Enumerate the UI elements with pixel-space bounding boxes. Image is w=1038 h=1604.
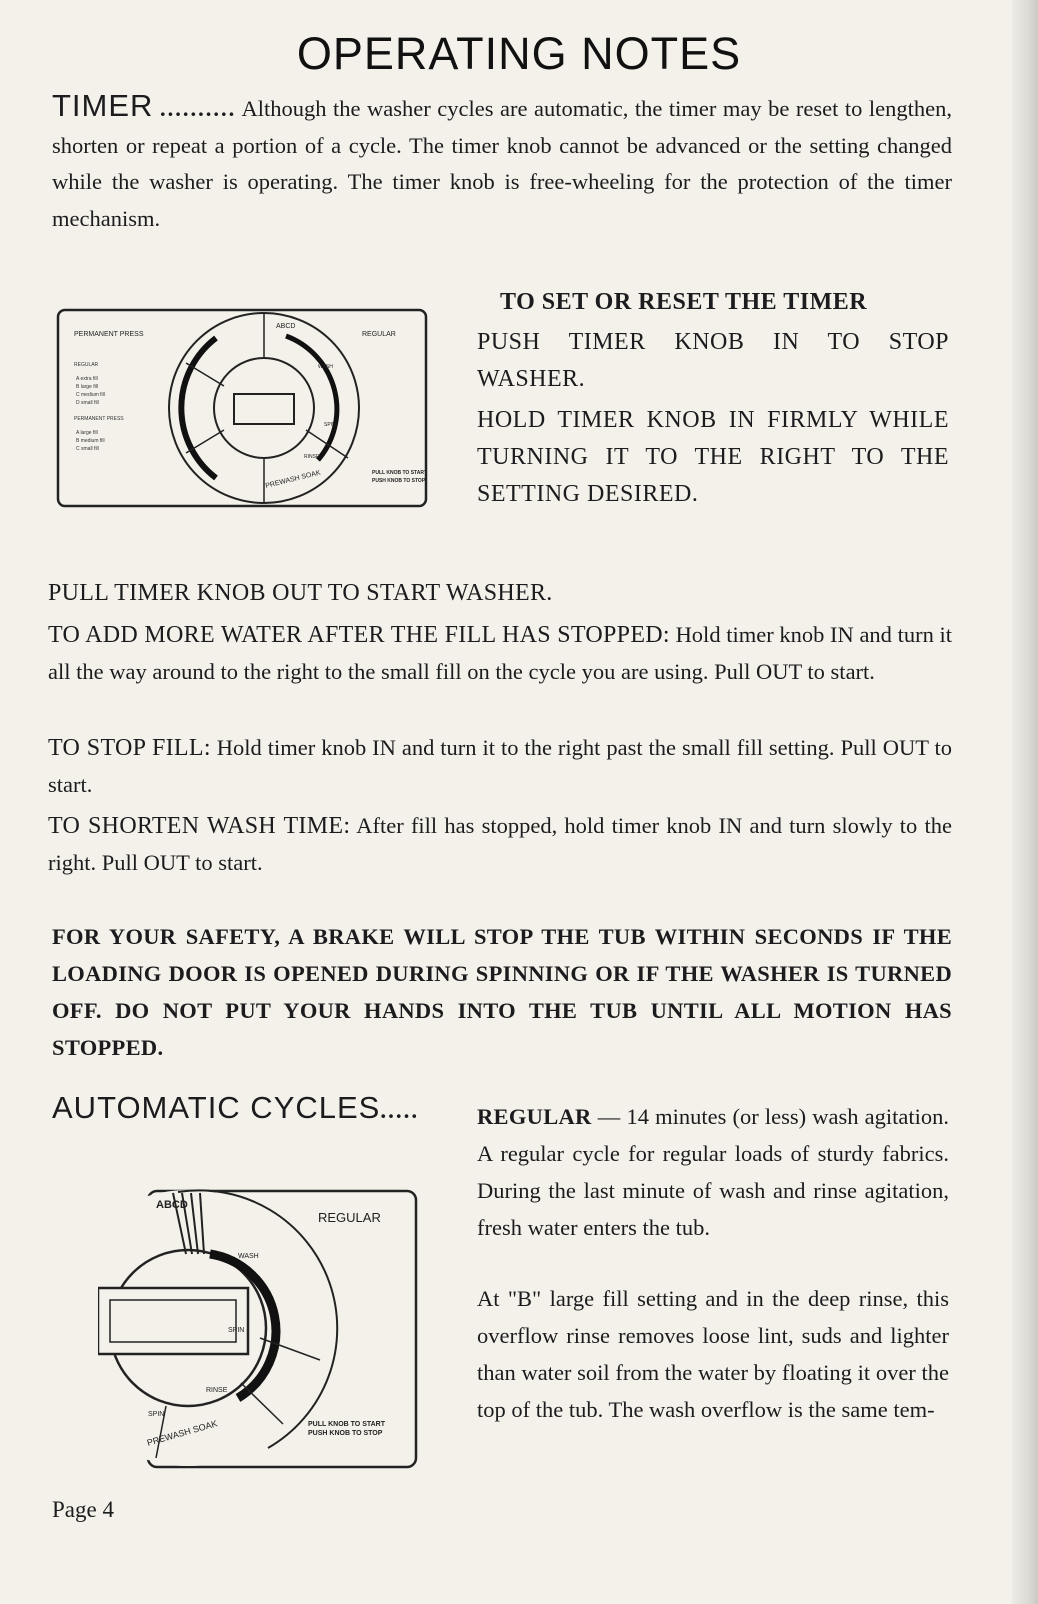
legend-pp-item: C small fill: [76, 446, 99, 452]
stop-fill-paragraph: [48, 730, 952, 803]
page-edge-shadow: [1012, 0, 1038, 1604]
regular-cycle-dash: —: [597, 1104, 621, 1129]
dial-push-knob-label: PUSH KNOB TO STOP: [308, 1430, 383, 1437]
add-water-paragraph: [48, 617, 952, 690]
dial-rinse-label: RINSE: [304, 454, 320, 460]
dial-spin-label: SPIN: [324, 422, 336, 428]
automatic-cycles-heading: [52, 1090, 419, 1126]
timer-dots: ..........: [159, 96, 237, 121]
dial-permanent-press-label: PERMANENT PRESS: [74, 331, 144, 338]
dial-pull-knob-label: PULL KNOB TO START: [308, 1421, 385, 1428]
legend-regular-item: D small fill: [76, 400, 99, 406]
dial-regular-label: REGULAR: [362, 331, 396, 338]
add-water-text: Hold timer knob IN and turn it all the way around to the right to the small fill on the cycle you are using. Pull OUT to start.: [48, 622, 953, 684]
regular-dial-diagram: [98, 1188, 420, 1470]
set-reset-step-1: PUSH TIMER KNOB IN TO STOP WASHER.: [477, 329, 949, 392]
regular-cycle-label: REGULAR: [477, 1104, 592, 1129]
legend-pp-item: B medium fill: [76, 438, 105, 444]
dial-pull-knob-label: PULL KNOB TO START: [372, 470, 427, 476]
regular-cycle-paragraph: [477, 1098, 949, 1246]
shorten-paragraph: [48, 808, 952, 881]
timer-dial-diagram: [56, 308, 428, 508]
safety-warning: FOR YOUR SAFETY, A BRAKE WILL STOP THE TUB WITHIN SECONDS IF THE LOADING DOOR IS OPENED DURING SPINNING OR IF THE WASHER IS TURNED OFF. DO NOT PUT YOUR HANDS INTO THE TUB UNTIL ALL MOTION HAS STOPPED.: [52, 924, 952, 1060]
dial-spin2-label: SPIN: [148, 1411, 165, 1418]
legend-regular-item: A extra fill: [76, 376, 98, 382]
legend-regular-item: B large fill: [76, 384, 98, 390]
legend-regular-heading: REGULAR: [74, 362, 99, 368]
dial-spin-label: SPIN: [228, 1327, 245, 1334]
dial-fill-letters: ABCD: [156, 1199, 188, 1211]
timer-text: Although the washer cycles are automatic, the timer may be reset to lengthen, shorten or repeat a portion of a cycle. The timer knob cannot be advanced or the setting changed while the washer is operating. The timer knob is free-wheeling for the protection of the timer mechanism.: [52, 96, 952, 231]
stop-fill-text: Hold timer knob IN and turn it to the right past the small fill setting. Pull OUT to start.: [48, 735, 953, 797]
timer-knob-window: [234, 394, 294, 424]
overflow-rinse-paragraph: At "B" large fill setting and in the deep rinse, this overflow rinse removes loose lint, suds and lighter than water soil from the water by floating it over the top of the tub. The wash overflow is the same tem-: [477, 1286, 949, 1422]
dial-rinse-label: RINSE: [206, 1387, 228, 1394]
dial-prewash-soak-label: PREWASH SOAK: [264, 469, 322, 490]
legend-pp-heading: PERMANENT PRESS: [74, 416, 124, 422]
knob-window: [98, 1288, 248, 1354]
dial-wash-label: WASH: [318, 364, 333, 370]
shorten-text: After fill has stopped, hold timer knob IN and turn slowly to the right. Pull OUT to start.: [48, 813, 952, 875]
pp-cycle-band: [181, 338, 216, 478]
dial-regular-label: REGULAR: [318, 1210, 381, 1225]
shorten-label: TO SHORTEN WASH TIME:: [48, 813, 351, 839]
add-water-label: TO ADD MORE WATER AFTER THE FILL HAS STOPPED:: [48, 622, 670, 648]
timer-heading: TIMER: [52, 88, 154, 123]
dial-push-knob-label: PUSH KNOB TO STOP: [372, 478, 426, 484]
dial-fill-letters: ABCD: [276, 323, 296, 330]
legend-regular-item: C medium fill: [76, 392, 105, 398]
automatic-dots: .....: [380, 1098, 420, 1123]
stop-fill-label: TO STOP FILL:: [48, 735, 211, 761]
dial-prewash-soak-label: PREWASH SOAK: [145, 1418, 219, 1448]
automatic-heading-text: AUTOMATIC CYCLES: [52, 1090, 381, 1125]
set-reset-heading: TO SET OR RESET THE TIMER: [500, 289, 868, 315]
set-reset-step-2: HOLD TIMER KNOB IN FIRMLY WHILE TURNING IT TO THE RIGHT TO THE SETTING DESIRED.: [477, 407, 949, 507]
page-title: OPERATING NOTES: [296, 28, 742, 79]
timer-paragraph: [52, 88, 952, 237]
page-number: Page 4: [52, 1497, 114, 1522]
dial-wash-label: WASH: [238, 1253, 259, 1260]
legend-pp-item: A large fill: [76, 430, 98, 436]
regular-cycle-text: 14 minutes (or less) wash agitation. A regular cycle for regular loads of sturdy fabrics. During the last minute of wash and rinse agitation, fresh water enters the tub.: [477, 1104, 950, 1240]
pull-out-instruction: PULL TIMER KNOB OUT TO START WASHER.: [48, 580, 553, 606]
